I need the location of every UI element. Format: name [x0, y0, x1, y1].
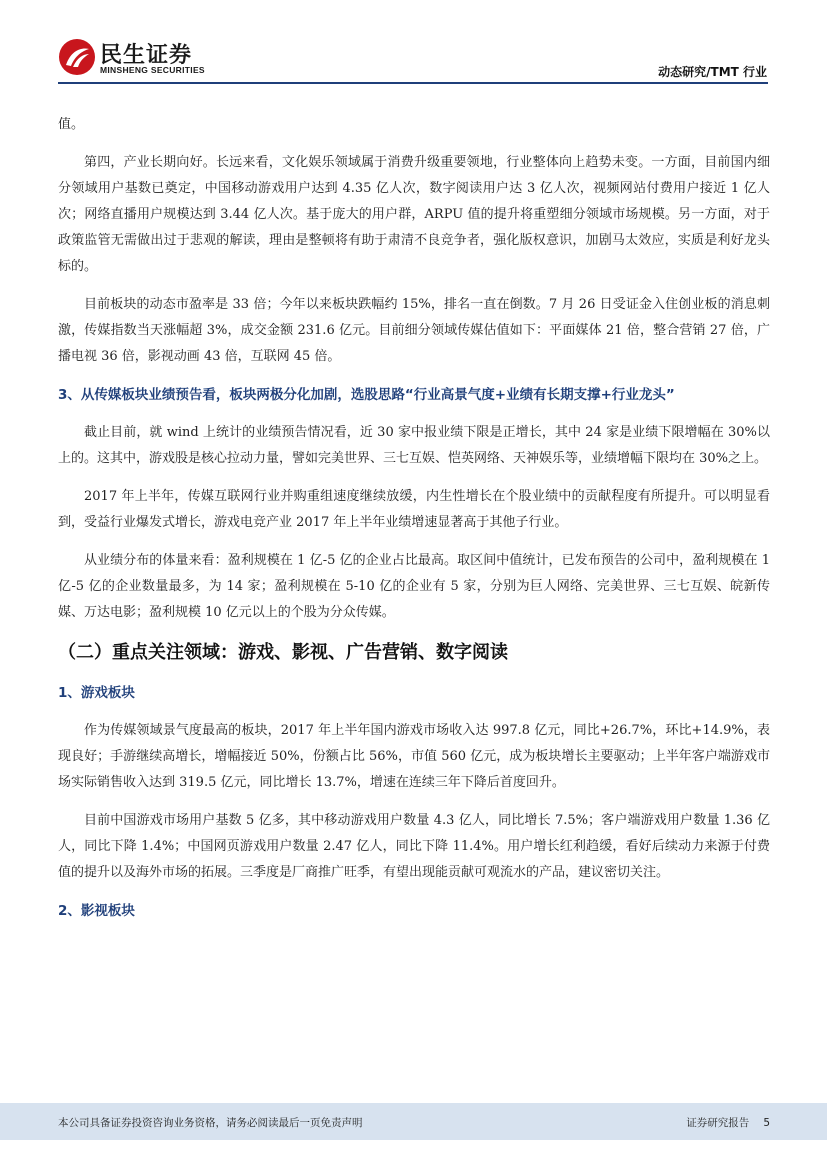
minsheng-logo-icon: [58, 38, 96, 76]
logo-chinese-name: 民生证券: [100, 43, 193, 68]
section-heading: 2、影视板块: [58, 903, 135, 919]
paragraph: 第四，产业长期向好。长远来看，文化娱乐领域属于消费升级重要领地，行业整体向上趋势未变。一方面，目前国内细分领域用户基数已奠定，中国移动游戏用户达到 4.35 亿人次，数字阅读用户达 3 亿人次，视频网站付费用户接近 1 亿人次；网络直播用户规模达到 3.44 亿人次。基于庞大的用户群，ARPU 值的提升将重塑细分领域市场规模。另一方面，对于政策监管无需做出过于悲观的解读，理由是整顿将有助于肃清不良竞争者，强化版权意识，加剧马太效应，实质是利好龙头标的。: [58, 155, 770, 274]
page-header: [0, 0, 827, 86]
footer-disclaimer: 本公司具备证券投资咨询业务资格，请务必阅读最后一页免责声明: [58, 1117, 363, 1129]
company-logo: [58, 38, 208, 78]
paragraph: 值。: [58, 117, 85, 132]
report-category: 动态研究/TMT 行业: [658, 65, 767, 79]
paragraph: 截止目前，就 wind 上统计的业绩预告情况看，近 30 家中报业绩下限是正增长，其中 24 家是业绩下限增幅在 30%以上的。这其中，游戏股是核心拉动力量，譬如完美世界、三七互娱、恺英网络、天神娱乐等，业绩增幅下限均在 30%之上。: [58, 425, 770, 466]
chapter-heading: （二）重点关注领域：游戏、影视、广告营销、数字阅读: [58, 642, 508, 663]
paragraph: 目前中国游戏市场用户基数 5 亿多，其中移动游戏用户数量 4.3 亿人，同比增长 7.5%；客户端游戏用户数量 1.36 亿人，同比下降 1.4%；中国网页游戏用户数量 2.47 亿人，同比下降 11.4%。用户增长红利趋缓，看好后续动力来源于付费值的提升以及海外市场的拓展。三季度是厂商推广旺季，有望出现能贡献可观流水的产品，建议密切关注。: [58, 813, 770, 880]
page-footer: [0, 1103, 827, 1140]
paragraph: 从业绩分布的体量来看：盈利规模在 1 亿-5 亿的企业占比最高。取区间中值统计，已发布预告的公司中，盈利规模在 1 亿-5 亿的企业数量最多，为 14 家；盈利规模在 5-10 亿的企业有 5 家，分别为巨人网络、完美世界、三七互娱、皖新传媒、万达电影；盈利规模 10 亿元以上的个股为分众传媒。: [58, 553, 770, 620]
paragraph: 2017 年上半年，传媒互联网行业并购重组速度继续放缓，内生性增长在个股业绩中的贡献程度有所提升。可以明显看到，受益行业爆发式增长，游戏电竞产业 2017 年上半年业绩增速显著高于其他子行业。: [58, 489, 770, 530]
section-heading: 3、从传媒板块业绩预告看，板块两极分化加剧，选股思路“行业高景气度+业绩有长期支撑+行业龙头”: [58, 387, 675, 403]
logo-english-name: MINSHENG SECURITIES: [100, 65, 205, 75]
header-divider: [58, 82, 768, 84]
footer-report-type: 证券研究报告: [686, 1117, 750, 1129]
footer-meta: [672, 1115, 770, 1130]
paragraph: 作为传媒领域景气度最高的板块，2017 年上半年国内游戏市场收入达 997.8 亿元，同比+26.7%，环比+14.9%，表现良好；手游继续高增长，增幅接近 50%，份额占比 56%，市值 560 亿元，成为板块增长主要驱动；上半年客户端游戏市场实际销售收入达到 319.5 亿元，同比增长 13.7%，增速在连续三年下降后首度回升。: [58, 723, 770, 790]
report-body: [58, 112, 770, 924]
paragraph: 目前板块的动态市盈率是 33 倍；今年以来板块跌幅约 15%，排名一直在倒数。7 月 26 日受证金入住创业板的消息刺激，传媒指数当天涨幅超 3%，成交金额 231.6 亿元。目前细分领域传媒估值如下：平面媒体 21 倍，整合营销 27 倍，广播电视 36 倍，影视动画 43 倍，互联网 45 倍。: [58, 297, 770, 364]
section-heading: 1、游戏板块: [58, 685, 135, 701]
page-number: 5: [763, 1117, 770, 1129]
